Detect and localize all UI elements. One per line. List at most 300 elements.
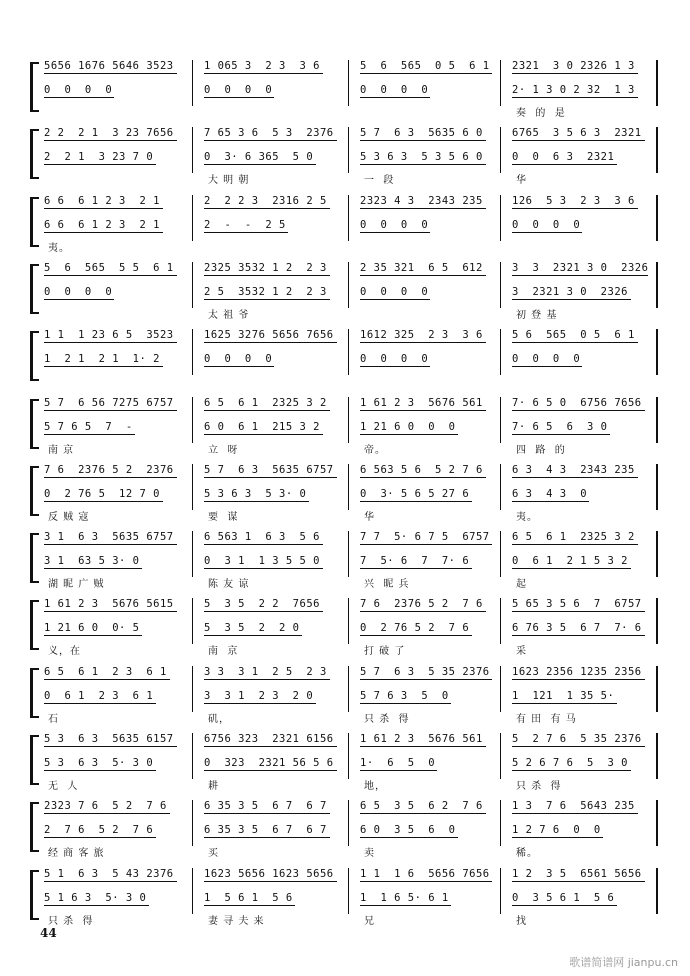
beam-underline bbox=[204, 544, 323, 545]
lyric-text: 要 谋 bbox=[208, 511, 239, 523]
system-bracket bbox=[30, 466, 39, 516]
beam-underline bbox=[204, 679, 330, 680]
melody-voice: 7 65 3 6 5 3 2376 bbox=[204, 127, 334, 140]
beam-underline bbox=[44, 544, 177, 545]
system-bracket bbox=[30, 802, 39, 852]
barline bbox=[192, 666, 193, 712]
score-system bbox=[30, 868, 662, 928]
barline bbox=[656, 733, 658, 779]
barline bbox=[348, 800, 349, 846]
beam-underline bbox=[360, 703, 451, 704]
beam-underline bbox=[204, 410, 330, 411]
beam-underline bbox=[44, 703, 156, 704]
accompaniment-voice: 0 0 0 0 bbox=[360, 84, 429, 96]
lyric-text: 反 贼 寇 bbox=[48, 511, 90, 523]
beam-underline bbox=[512, 905, 617, 906]
beam-underline bbox=[44, 232, 163, 233]
beam-underline bbox=[360, 746, 486, 747]
accompaniment-voice: 5 2 6 7 6 5 3 0 bbox=[512, 757, 628, 769]
beam-underline bbox=[204, 299, 330, 300]
system-bracket bbox=[30, 668, 39, 718]
melody-voice: 6 563 1 6 3 5 6 bbox=[204, 531, 320, 544]
lyric-text: 稀。 bbox=[516, 848, 538, 860]
beam-underline bbox=[44, 208, 163, 209]
accompaniment-voice: 2 - - 2 5 bbox=[204, 218, 286, 231]
accompaniment-voice: 0 0 0 0 bbox=[360, 218, 429, 231]
beam-underline bbox=[360, 501, 472, 502]
lyric-text: 买 bbox=[208, 848, 219, 860]
beam-underline bbox=[360, 275, 486, 276]
beam-underline bbox=[512, 746, 645, 747]
beam-underline bbox=[204, 568, 323, 569]
beam-underline bbox=[204, 477, 337, 478]
barline bbox=[656, 127, 658, 173]
system-bracket bbox=[30, 600, 39, 650]
beam-underline bbox=[360, 299, 430, 300]
melody-voice: 1 3 7 6 5643 235 bbox=[512, 800, 635, 813]
beam-underline bbox=[360, 568, 472, 569]
score-system bbox=[30, 666, 662, 726]
beam-underline bbox=[44, 140, 177, 141]
beam-underline bbox=[204, 140, 337, 141]
score-system bbox=[30, 329, 662, 389]
lyric-text: 只 杀 得 bbox=[516, 781, 562, 792]
melody-voice: 7 6 2376 5 2 7 6 bbox=[360, 598, 483, 611]
melody-voice: 5 3 6 3 5635 6157 bbox=[44, 733, 174, 745]
lyric-text: 耕 bbox=[208, 781, 219, 792]
beam-underline bbox=[512, 477, 638, 478]
score-system bbox=[30, 397, 662, 457]
melody-voice: 6 6 6 1 2 3 2 1 bbox=[44, 194, 160, 207]
melody-voice: 6 35 3 5 6 7 6 7 bbox=[204, 800, 327, 813]
melody-voice: 2323 4 3 2343 235 bbox=[360, 194, 483, 207]
barline bbox=[348, 195, 349, 241]
lyric-text: 奏 的 是 bbox=[516, 108, 566, 119]
accompaniment-voice: 0 0 0 0 bbox=[512, 218, 581, 231]
beam-underline bbox=[44, 275, 177, 276]
beam-underline bbox=[512, 434, 610, 435]
melody-voice: 7 6 2376 5 2 2376 bbox=[44, 463, 174, 476]
lyric-text: 一 段 bbox=[364, 175, 395, 187]
lyric-text: 妻 寻 夫 来 bbox=[208, 915, 265, 927]
accompaniment-voice: 0 6 1 2 1 5 3 2 bbox=[512, 555, 628, 568]
lyric-text: 起 bbox=[516, 579, 527, 591]
melody-voice: 6765 3 5 6 3 2321 bbox=[512, 127, 642, 140]
beam-underline bbox=[360, 164, 486, 165]
lyric-text: 有 田 有 马 bbox=[516, 713, 577, 725]
accompaniment-voice: 2· 1 3 0 2 32 1 3 bbox=[512, 84, 635, 96]
barline bbox=[656, 800, 658, 846]
accompaniment-voice: 3 2321 3 0 2326 bbox=[512, 285, 628, 298]
melody-voice: 5 7 6 56 7275 6757 bbox=[44, 396, 174, 409]
beam-underline bbox=[512, 342, 638, 343]
lyric-text: 陈 友 谅 bbox=[208, 579, 250, 591]
barline bbox=[500, 868, 501, 914]
beam-underline bbox=[360, 73, 492, 74]
accompaniment-voice: 0 3· 5 6 5 27 6 bbox=[360, 487, 470, 500]
melody-voice: 1612 325 2 3 3 6 bbox=[360, 329, 483, 342]
melody-voice: 2 35 321 6 5 612 bbox=[360, 261, 483, 274]
barline bbox=[348, 531, 349, 577]
beam-underline bbox=[512, 366, 582, 367]
beam-underline bbox=[204, 635, 302, 636]
beam-underline bbox=[204, 703, 316, 704]
beam-underline bbox=[204, 813, 330, 814]
beam-underline bbox=[204, 366, 274, 367]
melody-voice: 7· 6 5 0 6756 7656 bbox=[512, 396, 642, 409]
barline bbox=[500, 598, 501, 644]
accompaniment-voice: 0 0 0 0 bbox=[360, 285, 429, 298]
melody-voice: 2 2 2 3 2316 2 5 bbox=[204, 194, 327, 207]
melody-voice: 126 5 3 2 3 3 6 bbox=[512, 194, 635, 207]
accompaniment-voice: 6 6 6 1 2 3 2 1 bbox=[44, 218, 160, 231]
beam-underline bbox=[512, 837, 603, 838]
barline bbox=[348, 666, 349, 712]
beam-underline bbox=[204, 73, 323, 74]
accompaniment-voice: 0 0 0 0 bbox=[44, 84, 113, 96]
beam-underline bbox=[204, 275, 330, 276]
lyric-text: 经 商 客 旅 bbox=[48, 848, 105, 860]
lyric-text: 矶， bbox=[208, 713, 230, 725]
barline bbox=[192, 262, 193, 308]
accompaniment-voice: 0 0 0 0 bbox=[204, 353, 273, 366]
beam-underline bbox=[204, 164, 316, 165]
melody-voice: 2321 3 0 2326 1 3 bbox=[512, 60, 635, 72]
melody-voice: 1623 5656 1623 5656 bbox=[204, 867, 334, 880]
melody-voice: 5 3 5 2 2 7656 bbox=[204, 598, 320, 611]
accompaniment-voice: 1 121 1 35 5· bbox=[512, 689, 615, 702]
score-system bbox=[30, 60, 662, 120]
lyric-text: 石 bbox=[48, 713, 59, 725]
beam-underline bbox=[204, 232, 288, 233]
lyric-text: 夷。 bbox=[48, 242, 70, 254]
accompaniment-voice: 0 323 2321 56 5 6 bbox=[204, 757, 334, 769]
barline bbox=[656, 60, 658, 106]
barline bbox=[348, 60, 349, 106]
melody-voice: 1 61 2 3 5676 5615 bbox=[44, 598, 174, 611]
lyric-text: 四 路 的 bbox=[516, 444, 566, 456]
barline bbox=[500, 60, 501, 106]
melody-voice: 1 1 1 6 5656 7656 bbox=[360, 867, 490, 880]
score-system bbox=[30, 531, 662, 591]
lyric-text: 采 bbox=[516, 646, 527, 658]
accompaniment-voice: 5 3 5 2 2 0 bbox=[204, 622, 300, 635]
beam-underline bbox=[360, 679, 492, 680]
accompaniment-voice: 5 3 6 3 5· 3 0 bbox=[44, 757, 154, 769]
lyric-text: 兴 昵 兵 bbox=[364, 579, 410, 591]
barline bbox=[192, 397, 193, 443]
accompaniment-voice: 2 2 1 3 23 7 0 bbox=[44, 151, 154, 164]
barline bbox=[500, 127, 501, 173]
barline bbox=[656, 464, 658, 510]
beam-underline bbox=[44, 568, 142, 569]
accompaniment-voice: 0 2 76 5 12 7 0 bbox=[44, 487, 160, 500]
accompaniment-voice: 0 6 1 2 3 6 1 bbox=[44, 689, 154, 702]
lyric-text: 卖 bbox=[364, 848, 375, 860]
melody-voice: 2323 7 6 5 2 7 6 bbox=[44, 800, 167, 813]
accompaniment-voice: 5 3 6 3 5 3 5 6 0 bbox=[360, 151, 483, 164]
lyric-text: 找 bbox=[516, 915, 527, 927]
beam-underline bbox=[204, 770, 337, 771]
accompaniment-voice: 1 21 6 0 0 0 bbox=[360, 420, 456, 433]
beam-underline bbox=[204, 342, 337, 343]
barline bbox=[656, 262, 658, 308]
beam-underline bbox=[204, 837, 330, 838]
beam-underline bbox=[360, 813, 486, 814]
beam-underline bbox=[360, 544, 492, 545]
system-bracket bbox=[30, 331, 39, 381]
beam-underline bbox=[360, 208, 486, 209]
beam-underline bbox=[360, 611, 486, 612]
accompaniment-voice: 0 0 0 0 bbox=[512, 353, 581, 366]
barline bbox=[500, 464, 501, 510]
accompaniment-voice: 2 7 6 5 2 7 6 bbox=[44, 824, 154, 837]
melody-voice: 5 6 565 0 5 6 1 bbox=[360, 60, 490, 72]
barline bbox=[656, 329, 658, 375]
beam-underline bbox=[360, 881, 492, 882]
lyric-text: 兄 bbox=[364, 915, 375, 927]
beam-underline bbox=[44, 73, 177, 74]
beam-underline bbox=[44, 813, 170, 814]
beam-underline bbox=[360, 837, 458, 838]
accompaniment-voice: 0 0 0 0 bbox=[204, 84, 273, 96]
system-bracket bbox=[30, 870, 39, 920]
barline bbox=[192, 531, 193, 577]
beam-underline bbox=[44, 881, 177, 882]
accompaniment-voice: 3 1 63 5 3· 0 bbox=[44, 555, 140, 568]
beam-underline bbox=[360, 232, 430, 233]
beam-underline bbox=[512, 232, 582, 233]
beam-underline bbox=[360, 366, 430, 367]
beam-underline bbox=[512, 611, 645, 612]
system-bracket bbox=[30, 399, 39, 449]
melody-voice: 1 61 2 3 5676 561 bbox=[360, 733, 483, 745]
accompaniment-voice: 0 3 1 1 3 5 5 0 bbox=[204, 555, 320, 568]
accompaniment-voice: 6 35 3 5 6 7 6 7 bbox=[204, 824, 327, 837]
system-bracket bbox=[30, 129, 39, 179]
lyric-text: 华 bbox=[516, 175, 527, 187]
beam-underline bbox=[512, 275, 648, 276]
beam-underline bbox=[44, 905, 149, 906]
lyric-text: 义，在 bbox=[48, 646, 81, 658]
melody-voice: 1 065 3 2 3 3 6 bbox=[204, 60, 320, 72]
barline bbox=[500, 666, 501, 712]
lyric-text: 华 bbox=[364, 511, 375, 523]
barline bbox=[192, 60, 193, 106]
melody-voice: 3 1 6 3 5635 6757 bbox=[44, 531, 174, 544]
melody-voice: 6 5 3 5 6 2 7 6 bbox=[360, 800, 483, 813]
beam-underline bbox=[512, 679, 645, 680]
melody-voice: 5 1 6 3 5 43 2376 bbox=[44, 867, 174, 880]
beam-underline bbox=[360, 770, 437, 771]
beam-underline bbox=[512, 544, 638, 545]
beam-underline bbox=[360, 410, 486, 411]
barline bbox=[500, 733, 501, 779]
system-bracket bbox=[30, 533, 39, 583]
beam-underline bbox=[44, 837, 156, 838]
beam-underline bbox=[512, 568, 631, 569]
barline bbox=[192, 195, 193, 241]
score-system bbox=[30, 127, 662, 187]
melody-voice: 5 7 6 3 5635 6757 bbox=[204, 463, 334, 476]
page-number: 44 bbox=[40, 926, 57, 940]
lyric-text: 只 杀 得 bbox=[364, 713, 410, 725]
barline bbox=[348, 127, 349, 173]
accompaniment-voice: 0 2 76 5 2 7 6 bbox=[360, 622, 470, 635]
melody-voice: 1 61 2 3 5676 561 bbox=[360, 396, 483, 409]
accompaniment-voice: 3 3 1 2 3 2 0 bbox=[204, 689, 314, 702]
accompaniment-voice: 1· 6 5 0 bbox=[360, 757, 436, 769]
barline bbox=[656, 868, 658, 914]
barline bbox=[656, 397, 658, 443]
system-bracket bbox=[30, 62, 39, 112]
barline bbox=[348, 868, 349, 914]
score-system bbox=[30, 464, 662, 524]
barline bbox=[500, 195, 501, 241]
barline bbox=[656, 598, 658, 644]
accompaniment-voice: 0 0 6 3 2321 bbox=[512, 151, 615, 164]
accompaniment-voice: 0 3· 6 365 5 0 bbox=[204, 151, 314, 164]
accompaniment-voice: 5 7 6 5 7 - bbox=[44, 420, 133, 433]
barline bbox=[500, 397, 501, 443]
barline bbox=[656, 666, 658, 712]
lyric-text: 地， bbox=[364, 781, 386, 792]
beam-underline bbox=[44, 164, 156, 165]
score-system bbox=[30, 262, 662, 322]
beam-underline bbox=[512, 703, 617, 704]
accompaniment-voice: 0 0 0 0 bbox=[360, 353, 429, 366]
system-bracket bbox=[30, 264, 39, 314]
beam-underline bbox=[512, 97, 638, 98]
barline bbox=[656, 195, 658, 241]
lyric-text: 只 杀 得 bbox=[48, 915, 94, 927]
melody-voice: 1 2 3 5 6561 5656 bbox=[512, 867, 642, 880]
beam-underline bbox=[44, 410, 177, 411]
lyric-text: 立 呀 bbox=[208, 444, 239, 456]
beam-underline bbox=[512, 635, 645, 636]
barline bbox=[192, 598, 193, 644]
melody-voice: 3 3 3 1 2 5 2 3 bbox=[204, 665, 327, 678]
beam-underline bbox=[512, 140, 645, 141]
barline bbox=[192, 800, 193, 846]
accompaniment-voice: 1 2 7 6 0 0 bbox=[512, 824, 601, 837]
beam-underline bbox=[204, 905, 295, 906]
beam-underline bbox=[204, 434, 323, 435]
beam-underline bbox=[44, 366, 163, 367]
accompaniment-voice: 6 0 3 5 6 0 bbox=[360, 824, 456, 837]
lyric-text: 无 人 bbox=[48, 781, 79, 792]
beam-underline bbox=[204, 208, 330, 209]
barline bbox=[500, 800, 501, 846]
beam-underline bbox=[360, 342, 486, 343]
beam-underline bbox=[512, 73, 638, 74]
accompaniment-voice: 0 3 5 6 1 5 6 bbox=[512, 891, 615, 904]
barline bbox=[500, 531, 501, 577]
beam-underline bbox=[204, 97, 274, 98]
beam-underline bbox=[204, 881, 337, 882]
beam-underline bbox=[204, 611, 323, 612]
lyric-text: 太 祖 爷 bbox=[208, 309, 250, 321]
melody-voice: 5656 1676 5646 3523 bbox=[44, 60, 174, 72]
melody-voice: 6 3 4 3 2343 235 bbox=[512, 463, 635, 476]
lyric-text: 夷。 bbox=[516, 511, 538, 523]
beam-underline bbox=[512, 410, 645, 411]
beam-underline bbox=[512, 881, 645, 882]
melody-voice: 2325 3532 1 2 2 3 bbox=[204, 261, 327, 274]
beam-underline bbox=[44, 679, 170, 680]
melody-voice: 1625 3276 5656 7656 bbox=[204, 329, 334, 342]
score-system bbox=[30, 598, 662, 658]
accompaniment-voice: 0 0 0 0 bbox=[44, 285, 113, 298]
melody-voice: 7 7 5· 6 7 5 6757 bbox=[360, 531, 490, 544]
lyric-text: 帝。 bbox=[364, 444, 386, 456]
accompaniment-voice: 1 5 6 1 5 6 bbox=[204, 891, 293, 904]
beam-underline bbox=[512, 770, 631, 771]
accompaniment-voice: 5 1 6 3 5· 3 0 bbox=[44, 891, 147, 904]
beam-underline bbox=[360, 905, 451, 906]
barline bbox=[192, 868, 193, 914]
lyric-text: 南 京 bbox=[48, 444, 75, 456]
accompaniment-voice: 1 2 1 2 1 1· 2 bbox=[44, 353, 160, 366]
beam-underline bbox=[44, 611, 177, 612]
beam-underline bbox=[512, 208, 638, 209]
system-bracket bbox=[30, 197, 39, 247]
lyric-text: 打 破 了 bbox=[364, 646, 406, 658]
melody-voice: 5 65 3 5 6 7 6757 bbox=[512, 598, 642, 611]
barline bbox=[348, 598, 349, 644]
beam-underline bbox=[512, 501, 589, 502]
barline bbox=[192, 733, 193, 779]
barline bbox=[192, 329, 193, 375]
barline bbox=[656, 531, 658, 577]
accompaniment-voice: 5 7 6 3 5 0 bbox=[360, 689, 449, 702]
barline bbox=[500, 262, 501, 308]
barline bbox=[348, 329, 349, 375]
melody-voice: 6 5 6 1 2 3 6 1 bbox=[44, 665, 167, 678]
melody-voice: 2 2 2 1 3 23 7656 bbox=[44, 127, 174, 140]
melody-voice: 5 6 565 5 5 6 1 bbox=[44, 261, 174, 274]
melody-voice: 1623 2356 1235 2356 bbox=[512, 665, 642, 678]
lyric-text: 大 明 朝 bbox=[208, 175, 250, 187]
beam-underline bbox=[360, 434, 458, 435]
barline bbox=[192, 127, 193, 173]
melody-voice: 6 5 6 1 2325 3 2 bbox=[204, 396, 327, 409]
melody-voice: 6 5 6 1 2325 3 2 bbox=[512, 531, 635, 544]
beam-underline bbox=[360, 477, 486, 478]
beam-underline bbox=[44, 97, 114, 98]
accompaniment-voice: 5 3 6 3 5 3· 0 bbox=[204, 487, 307, 500]
accompaniment-voice: 1 21 6 0 0· 5 bbox=[44, 622, 140, 635]
barline bbox=[348, 262, 349, 308]
beam-underline bbox=[204, 501, 309, 502]
accompaniment-voice: 7 5· 6 7 7· 6 bbox=[360, 555, 470, 568]
accompaniment-voice: 6 3 4 3 0 bbox=[512, 487, 588, 500]
melody-voice: 5 7 6 3 5 35 2376 bbox=[360, 665, 490, 678]
score-system bbox=[30, 733, 662, 793]
system-bracket bbox=[30, 735, 39, 785]
melody-voice: 6 563 5 6 5 2 7 6 bbox=[360, 463, 483, 476]
accompaniment-voice: 6 0 6 1 215 3 2 bbox=[204, 420, 320, 433]
melody-voice: 3 3 2321 3 0 2326 bbox=[512, 261, 649, 274]
melody-voice: 1 1 1 23 6 5 3523 bbox=[44, 329, 174, 342]
barline bbox=[500, 329, 501, 375]
beam-underline bbox=[44, 770, 156, 771]
beam-underline bbox=[512, 164, 617, 165]
score-system bbox=[30, 195, 662, 255]
barline bbox=[348, 397, 349, 443]
beam-underline bbox=[512, 813, 638, 814]
beam-underline bbox=[512, 299, 631, 300]
